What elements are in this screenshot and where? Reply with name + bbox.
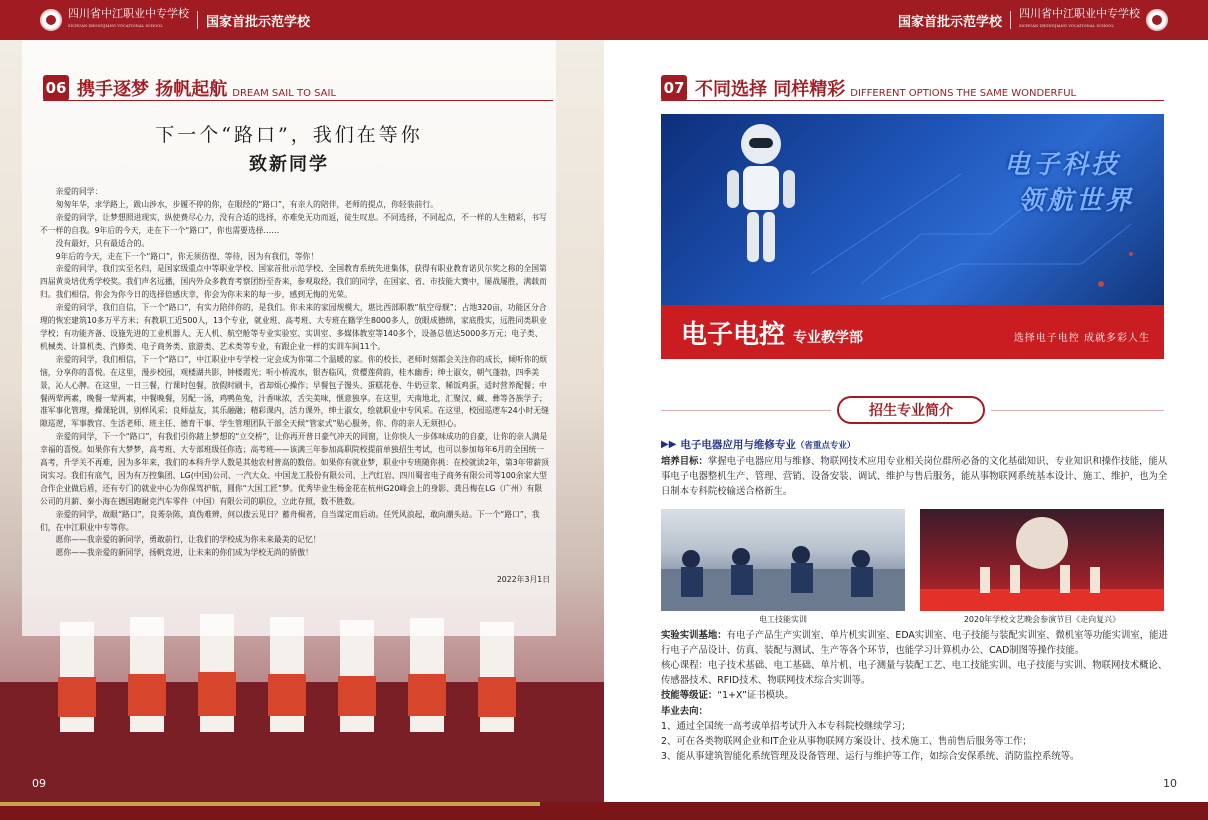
training-goal: [661, 454, 1173, 499]
stage-illustration: [920, 509, 1164, 611]
school-seal-icon: [40, 9, 62, 31]
electrician-training-photo: [661, 509, 905, 611]
lab-label: 实验实训基地：: [661, 630, 727, 641]
letter-paragraph: 匆匆年华，求学路上，跋山涉水，步履不停的你，在眼经的“路口”，有亲人的陪伴，老师的提点，你轻装前行。: [55, 199, 438, 209]
department-suffix: 专业教学部: [793, 330, 864, 346]
course-label: 核心课程：: [661, 660, 708, 671]
letter-paragraph: 愿你——我亲爱的新同学，扬帆竞进，让未来的你们成为学校无尚的骄傲！: [55, 548, 313, 558]
letter-date: 2022年3月1日: [496, 575, 550, 585]
section-number-badge: 07: [661, 75, 687, 101]
career-paths: [661, 704, 1173, 764]
major-heading: [661, 437, 855, 452]
header-tagline: 国家首批示范学校: [897, 14, 1002, 30]
header-divider: [1010, 11, 1011, 29]
department-banner: [661, 114, 1164, 359]
department-motto: 选择电子电控 成就多彩人生: [1013, 333, 1150, 344]
major-name: 电子电器应用与维修专业: [680, 439, 796, 451]
page-number-left: 09: [32, 777, 46, 790]
goal-text: 掌握电子电器应用与维修、物联网技术应用专业相关岗位群所必备的文化基础知识、专业知识和操作技能，能从事电子电器整机生产、管理、营销、设备安装、调试、维护与售后服务，能从事物联网系统基本设计、施工、维护，也为全日制本专科院校输送合格新生。: [661, 456, 1168, 497]
right-header-bar: [604, 0, 1208, 40]
right-section-title: [661, 75, 1076, 101]
play-arrow-icon: ▶▶: [661, 439, 677, 450]
school-logo-text: 四川省中江职业中专学校 SICHUAN ZHONGJIANG VOCATIONAL SCHOOL: [68, 7, 189, 28]
header-divider: [197, 11, 198, 29]
letter-headline: 下一个“路口”，我们在等你: [155, 124, 423, 146]
school-seal-icon: [1146, 9, 1168, 31]
letter-paragraph: 亲爱的同学，故眼“路口”，良莠杂陈，真伪难辨，何以拨云见日？蓄舟楫者，自当谋定而后动。任凭风浪起，敢向潮头站。下一个“路口”，我们，在中江职业中专等你。: [40, 509, 540, 532]
art-performance-photo: [920, 509, 1164, 611]
skill-certificate: [661, 688, 1173, 703]
section-number-badge: 06: [43, 75, 69, 101]
letter-paragraph: 亲爱的同学，我们自信，下一个“路口”，有实力陪伴你的，是我们。你未来的家园规模大，堪比西部职教“航空母舰”；占地320亩，功能区分合理的恢宏建筑10多万平方米；有教职工近500人，13个专业，就业班、高考班、大专班在籍学生8000多人，放眼成德绵，家底殷实，远胜同类职业学校；有功能齐备、设施先进的工业机器人、无人机、航空舱等专业实验室、实训室、多媒体教室等140多个，设备总值达5000多万元；电子类、机械类、计算机类、汽修类、电子商务类、旅游类、艺术类等专业，有跟企业一样的实训车间11个。: [40, 303, 547, 351]
letter-body: [40, 186, 550, 587]
banner-slogan-line1: 电子科技: [1003, 150, 1120, 180]
department-name: 电子电控: [681, 319, 786, 350]
classroom-illustration: [661, 509, 905, 611]
course-text: 电子技术基础、电工基础、单片机、电子测量与装配工艺、电工技能实训、电子技能与实训、物联网技术概论、传感器技术、RFID技术、物联网技术综合实训等。: [661, 660, 1168, 686]
section-underline: [661, 100, 1164, 101]
section-title-en: DREAM SAIL TO SAIL: [232, 88, 337, 99]
photo-caption: 2020年学校文艺晚会参演节目《走向复兴》: [963, 615, 1121, 624]
letter-paragraph: 亲爱的同学，我们相信，下一个“路口”，中江职业中专学校一定会成为你第二个温暖的家。你的校长、老师时刻都会关注你的成长，倾听你的烦恼，分享你的喜悦。在这里，漫步校园，观楼湖共影，钟楼霞光；听小桥流水，银杏临风，赏樱莲荷韵，桂木幽香；绅士淑女，朝气蓬勃，四季美景，沁人心脾。在这里，一日三餐，行课时包餐，放假时刷卡，省却烦心操作；早餐包子馒头、蛋糕花卷、牛奶豆浆、稀饭鸡蛋，适时营养配餐；中餐两荤两素，晚餐一荤两素，中餐晚餐，另配一汤，鸡鸭鱼兔，汁香味浓，舌尖美味，惬意独享。在这里，天南地北，汇聚汉、藏、彝等各族学子；准军事化管理，操课轮训，别样风采；良师益友，其乐融融；精彩课内，活力课外，绅士淑女，绘就职业中专风采。在这里，校园巡逻车24小时无缝隙巡逻，军事教官、生活老师、班主任、德育干事、学生管理团队干部全天候“管家式”贴心服务，你、你的亲人无须担心。: [40, 354, 549, 429]
header-tagline: 国家首批示范学校: [206, 14, 311, 30]
section-title-cn: 不同选择 同样精彩: [695, 79, 846, 100]
letter-paragraph: 愿你——我亲爱的新同学，勇敢前行，让我们的学校成为你未来最美的记忆！: [55, 535, 321, 545]
goal-label: 培养目标：: [661, 456, 708, 467]
core-courses: [661, 658, 1173, 688]
left-header-bar: [0, 0, 604, 40]
section-title-en: DIFFERENT OPTIONS THE SAME WONDERFUL: [850, 88, 1077, 99]
footer-bar: [0, 802, 1208, 820]
section-title-cn: 携手逐梦 扬帆起航: [77, 79, 228, 100]
robot-icon: [727, 124, 795, 262]
page-number-right: 10: [1163, 777, 1177, 790]
banner-slogan-line2: 领航世界: [1017, 186, 1134, 216]
letter-paragraph: 亲爱的同学：: [55, 187, 103, 196]
cert-text: “1+X”证书模块。: [717, 690, 794, 701]
left-section-title: [43, 75, 336, 101]
school-logo-text: 四川省中江职业中专学校 SICHUAN ZHONGJIANG VOCATIONAL SCHOOL: [1019, 7, 1140, 28]
letter-paragraph: 没有最好，只有最适合的。: [55, 238, 150, 248]
training-base: [661, 628, 1173, 658]
letter-paragraph: 亲爱的同学，我们实至名归，是国家级重点中等职业学校、国家首批示范学校、全国教育系统先进集体，获得有职业教育诺贝尔奖之称的全国第四届黄炎培优秀学校奖。我们声名远播，国内外众多教育考察团纷至沓来，参观取经。我们的同学，在国家、省、市技能大赛中，屡战屡胜，满载而归。我们相信，你会为你今日的选择倍感庆幸，你会为你未来的每一步，感到无悔的光荣。: [40, 264, 547, 300]
career-label: 毕业去向：: [661, 706, 708, 717]
banner-red-strip: [661, 305, 1164, 359]
letter-paragraph: 亲爱的同学，让梦想照进现实，纵使费尽心力，没有合适的选择，亦难免无功而返，徒生叹息。不同选择，不同起点，不一样的人生精彩，书写不一样的自我。9年后的今天，走在下一个“路口”，你也需要选择……: [40, 212, 547, 235]
section-underline: [43, 100, 553, 101]
career-item: 2、可在各类物联网企业和IT企业从事物联网方案设计、技术施工、售前售后服务等工作；: [661, 736, 1032, 747]
enrollment-intro-title: 招生专业简介: [837, 396, 985, 424]
pill-divider-left: [661, 410, 831, 411]
major-tag: （省重点专业）: [795, 440, 856, 451]
letter-paragraph: 亲爱的同学，下一个“路口”，有我们引你踏上梦想的“立交桥”，让你再开普日豪气冲天的同窗，让你快人一步体味成功的自豪，让你的亲人满是幸福的喜悦。如果你有大梦梦，高考班、大专部班级任你选；高考班——该满三年参加高职院校提前单独招生考试，也可以参加每年6月的全国统一高考，升学关不再难，因为多年来，我们的本科升学人数是其他农村普高的数倍。如果你有就业梦，职业中专班随你挑：在校就读2年，第3年带薪顶岗实习。我们有底气，因为有万控集团、LG(中国)公司、一汽大众、中国龙工股份有限公司、上汽红岩、四川蜀省电子商务有限公司等100余家大型合作企业做后盾，还有专门的就业中心为你保驾护航，圆你“大国工匠”梦。优秀毕业生杨金花在杭州G20峰会上的身影、龚吕梅在LG（广州）有限公司的月薪、秦小海在德国跑耐克汽车零件（中国）有限公司的职位，立此存照，数不胜数。: [40, 432, 549, 506]
letter-paragraph: 9年后的今天，走在下一个“路口”，你无须彷徨、等待，因为有我们，等你！: [55, 251, 319, 261]
photo-caption: 电工技能实训: [759, 615, 807, 624]
lab-text: 有电子产品生产实训室、单片机实训室、EDA实训室、电子技能与装配实训室、微机室等功能实训室，能进行电子产品设计、仿真、装配与测试、生产等各个环节，也能学习计算机办公、CAD制图等操作技能。: [661, 630, 1168, 656]
career-item: 3、能从事建筑智能化系统管理及设备管理、运行与维护等工作，如综合安保系统、消防监控系统等。: [661, 751, 1080, 762]
letter-subheadline: 致新同学: [249, 154, 329, 175]
cert-label: 技能等级证：: [661, 690, 718, 701]
pill-divider-right: [991, 410, 1164, 411]
career-item: 1、通过全国统一高考或单招考试升入本专科院校继续学习；: [661, 721, 911, 732]
